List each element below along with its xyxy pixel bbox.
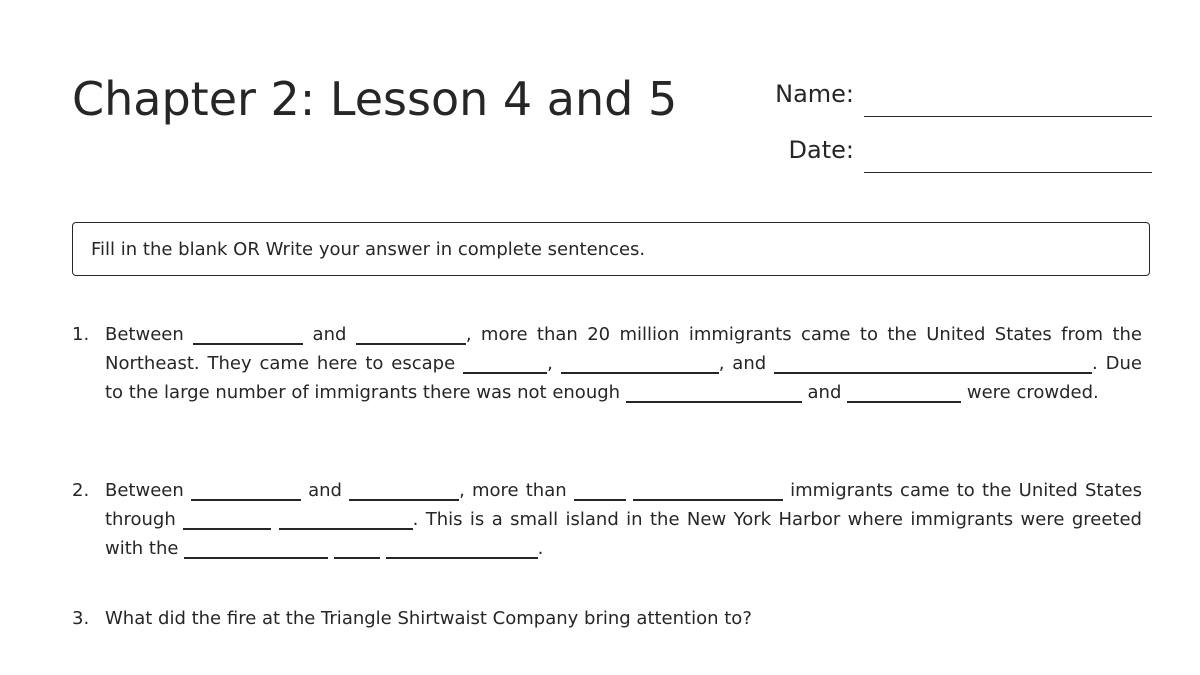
question-text-segment: were crowded. [966, 382, 1099, 403]
answer-blank[interactable] [183, 508, 271, 530]
question-text [105, 320, 1142, 407]
name-field[interactable] [864, 116, 1152, 117]
date-field[interactable] [864, 172, 1152, 173]
page-title: Chapter 2: Lesson 4 and 5 [72, 72, 678, 126]
name-label: Name: [775, 80, 854, 108]
question-text-segment: . This is a small island in the New York Harbor where immigrants were greeted with the [105, 509, 1142, 559]
question-text-segment: and [312, 324, 347, 345]
answer-blank[interactable] [774, 352, 1092, 374]
question-text: What did the fire at the Triangle Shirtwaist Company bring attention to? [105, 608, 752, 629]
question-text-segment: and [807, 382, 842, 403]
question-text-segment: , [547, 353, 553, 374]
question-3 [72, 604, 1142, 633]
answer-blank[interactable] [349, 479, 459, 501]
question-text-segment: Between [105, 324, 184, 345]
date-label: Date: [788, 136, 854, 164]
answer-blank[interactable] [847, 381, 961, 403]
answer-blank[interactable] [626, 381, 802, 403]
instructions-box [72, 222, 1150, 276]
question-text-segment: immigrants came to the United States through [105, 480, 1142, 530]
question-text-segment: , more than 20 million immigrants came to the United States from the Northeast. They came here to escape [105, 324, 1142, 374]
answer-blank[interactable] [561, 352, 719, 374]
instructions-text: Fill in the blank OR Write your answer in complete sentences. [91, 238, 646, 260]
question-text-segment: , more than [459, 480, 567, 501]
answer-blank[interactable] [191, 479, 301, 501]
answer-blank[interactable] [463, 352, 547, 374]
question-text-segment: Between [105, 480, 184, 501]
question-text [105, 476, 1142, 563]
answer-blank[interactable] [334, 537, 380, 559]
question-number: 2. [72, 480, 90, 501]
question-text-segment: . Due to the large number of immigrants there was not enough [105, 353, 1142, 403]
question-2 [72, 476, 1142, 563]
answer-blank[interactable] [193, 323, 303, 345]
question-text-segment: , and [718, 353, 767, 374]
answer-blank[interactable] [356, 323, 466, 345]
answer-blank[interactable] [633, 479, 783, 501]
answer-blank[interactable] [184, 537, 328, 559]
question-number: 3. [72, 608, 90, 629]
answer-blank[interactable] [279, 508, 413, 530]
question-text-segment: and [308, 480, 342, 501]
answer-blank[interactable] [574, 479, 626, 501]
question-number: 1. [72, 324, 90, 345]
answer-blank[interactable] [386, 537, 538, 559]
question-text-segment: . [537, 538, 544, 559]
question-1 [72, 320, 1142, 407]
